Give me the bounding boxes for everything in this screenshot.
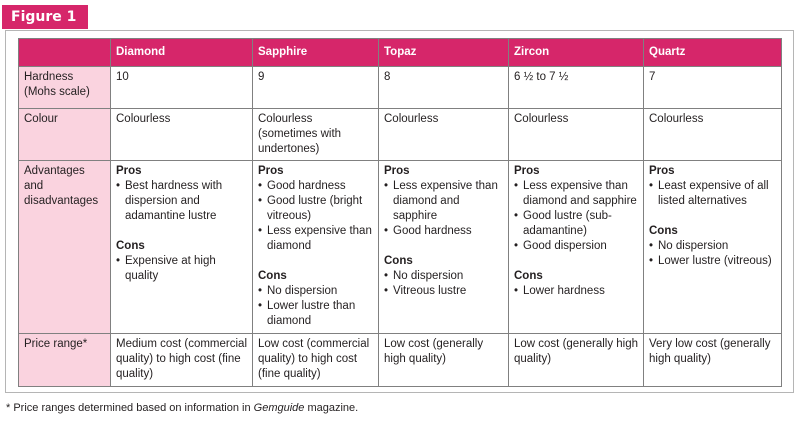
list-item: • Good lustre (bright vitreous) [258,194,373,224]
list-item: • Best hardness with dispersion and adamantine lustre [116,179,247,224]
cell-price-diamond: Medium cost (commercial quality) to high cost (fine quality) [111,334,253,387]
cons-heading: Cons [258,270,287,282]
pros-section [258,164,373,254]
row-label-hardness: Hardness (Mohs scale) [19,67,111,109]
cell-hardness-diamond: 10 [111,67,253,109]
table-header-row [19,39,782,67]
column-header-sapphire: Sapphire [253,39,379,67]
cell-colour-diamond: Colourless [111,109,253,161]
cons-section [384,254,503,299]
pros-list [258,179,373,254]
cons-list [514,284,638,299]
cons-section [258,269,373,329]
list-item: • Vitreous lustre [384,284,503,299]
gemstone-comparison-table [18,38,782,387]
pros-heading: Pros [649,165,675,177]
list-item: • Lower hardness [514,284,638,299]
cell-hardness-quartz: 7 [644,67,782,109]
cons-heading: Cons [649,225,678,237]
list-item: • Good hardness [258,179,373,194]
list-item: • Less expensive than diamond and sapphire [384,179,503,224]
list-item: • No dispersion [258,284,373,299]
cell-price-quartz: Very low cost (generally high quality) [644,334,782,387]
cell-colour-topaz: Colourless [379,109,509,161]
cons-heading: Cons [384,255,413,267]
pros-section [116,164,247,224]
footnote [6,402,358,414]
row-label-price: Price range* [19,334,111,387]
row-label-advantages: Advantages and disadvantages [19,161,111,334]
list-item: • Lower lustre (vitreous) [649,254,776,269]
list-item: • No dispersion [649,239,776,254]
list-item: • Good hardness [384,224,503,239]
pros-list [649,179,776,209]
list-item: • Lower lustre than diamond [258,299,373,329]
cons-section [514,269,638,299]
pros-section [649,164,776,209]
footnote-suffix: magazine. [304,402,359,414]
list-item: • Less expensive than diamond [258,224,373,254]
list-item: • Good lustre (sub-adamantine) [514,209,638,239]
cons-list [258,284,373,329]
table-row-advantages [19,161,782,334]
cons-list [116,254,247,284]
pros-section [514,164,638,254]
cons-list [384,269,503,299]
column-header-topaz: Topaz [379,39,509,67]
cons-list [649,239,776,269]
cell-hardness-topaz: 8 [379,67,509,109]
footnote-source: Gemguide [253,402,305,414]
pros-heading: Pros [116,165,142,177]
cell-advantages-diamond [111,161,253,334]
table-row-price [19,334,782,387]
cell-advantages-sapphire [253,161,379,334]
cell-advantages-topaz [379,161,509,334]
list-item: • Expensive at high quality [116,254,247,284]
cons-section [649,224,776,269]
table-row-hardness [19,67,782,109]
pros-list [514,179,638,254]
cons-section [116,239,247,284]
pros-section [384,164,503,239]
cell-advantages-quartz [644,161,782,334]
list-item: • Good dispersion [514,239,638,254]
cell-colour-sapphire: Colourless (sometimes with undertones) [253,109,379,161]
pros-heading: Pros [514,165,540,177]
list-item: • Less expensive than diamond and sapphire [514,179,638,209]
cell-hardness-sapphire: 9 [253,67,379,109]
footnote-prefix: * Price ranges determined based on information in [6,402,254,414]
cell-price-topaz: Low cost (generally high quality) [379,334,509,387]
column-header-quartz: Quartz [644,39,782,67]
figure-label: Figure 1 [2,5,88,29]
pros-heading: Pros [258,165,284,177]
cell-advantages-zircon [509,161,644,334]
cell-hardness-zircon: 6 ½ to 7 ½ [509,67,644,109]
cons-heading: Cons [116,240,145,252]
cell-price-zircon: Low cost (generally high quality) [509,334,644,387]
list-item: • Least expensive of all listed alternatives [649,179,776,209]
pros-list [116,179,247,224]
column-header-zircon: Zircon [509,39,644,67]
table-row-colour [19,109,782,161]
list-item: • No dispersion [384,269,503,284]
column-header-diamond: Diamond [111,39,253,67]
header-corner-cell [19,39,111,67]
cell-colour-zircon: Colourless [509,109,644,161]
pros-list [384,179,503,239]
pros-heading: Pros [384,165,410,177]
cell-price-sapphire: Low cost (commercial quality) to high cost (fine quality) [253,334,379,387]
cell-colour-quartz: Colourless [644,109,782,161]
row-label-colour: Colour [19,109,111,161]
cons-heading: Cons [514,270,543,282]
